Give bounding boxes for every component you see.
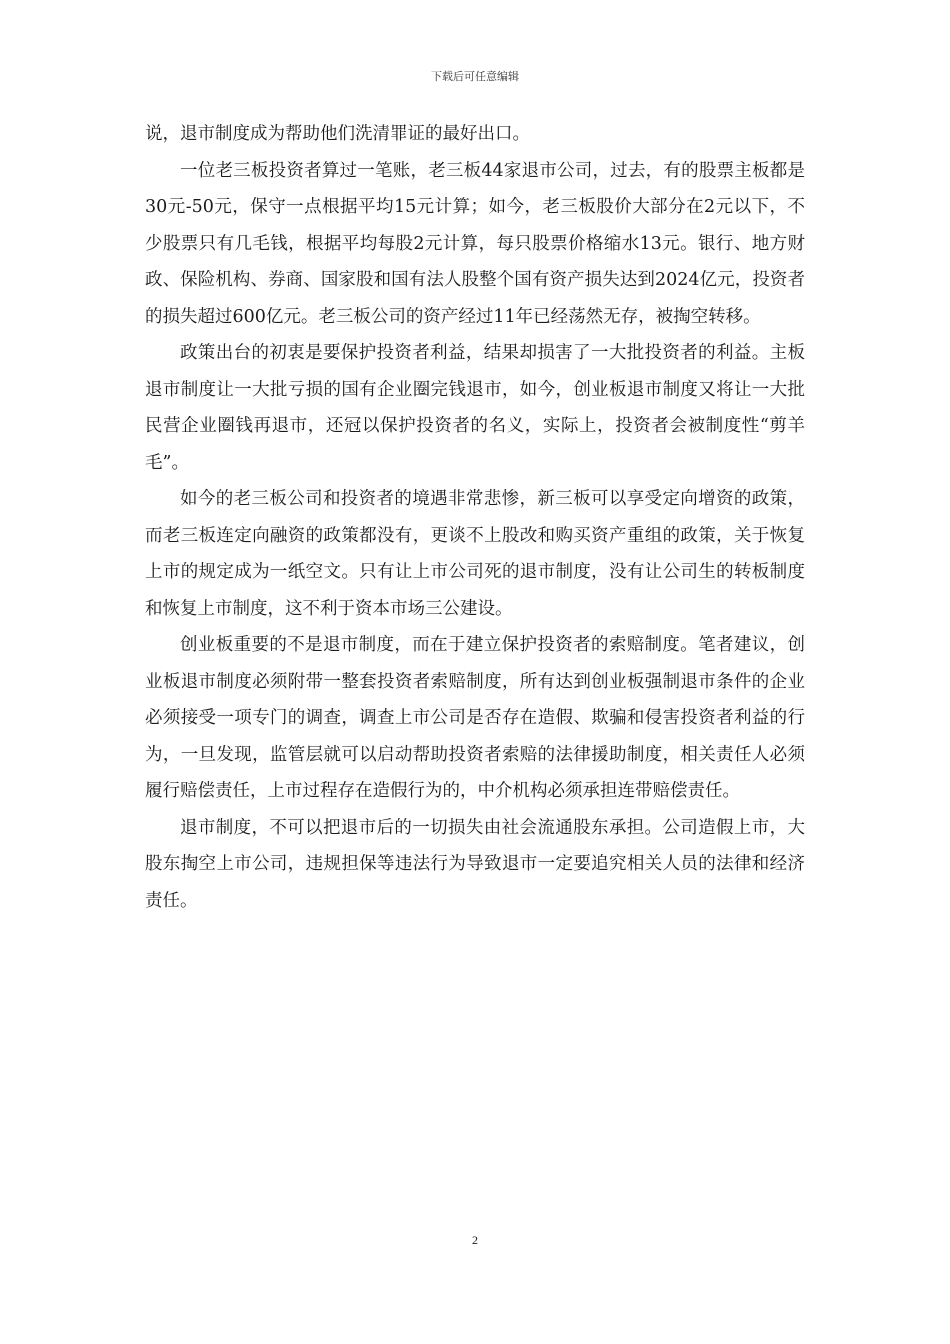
- paragraph: 创业板重要的不是退市制度，而在于建立保护投资者的索赔制度。笔者建议，创业板退市制度必须附带一整套投资者索赔制度，所有达到创业板强制退市条件的企业必须接受一项专门的调查，调查上市公司是否存在造假、欺骗和侵害投资者利益的行为，一旦发现，监管层就可以启动帮助投资者索赔的法律援助制度，相关责任人必须履行赔偿责任，上市过程存在造假行为的，中介机构必须承担连带赔偿责任。: [145, 635, 805, 801]
- document-body: [145, 116, 805, 919]
- paragraph: 一位老三板投资者算过一笔账，老三板44家退市公司，过去，有的股票主板都是30元-50元，保守一点根据平均15元计算；如今，老三板股价大部分在2元以下，不少股票只有几毛钱，根据平均每股2元计算，每只股票价格缩水13元。银行、地方财政、保险机构、券商、国家股和国有法人股整个国有资产损失达到2024亿元，投资者的损失超过600亿元。老三板公司的资产经过11年已经荡然无存，被掏空转移。: [145, 160, 805, 327]
- page-header: 下载后可任意编辑: [431, 70, 519, 83]
- paragraph: 退市制度，不可以把退市后的一切损失由社会流通股东承担。公司造假上市，大股东掏空上市公司，违规担保等违法行为导致退市一定要追究相关人员的法律和经济责任。: [145, 817, 805, 911]
- paragraph: 如今的老三板公司和投资者的境遇非常悲惨，新三板可以享受定向增资的政策，而老三板连定向融资的政策都没有，更谈不上股改和购买资产重组的政策，关于恢复上市的规定成为一纸空文。只有让上市公司死的退市制度，没有让公司生的转板制度和恢复上市制度，这不利于资本市场三公建设。: [145, 489, 805, 619]
- paragraph: 说，退市制度成为帮助他们洗清罪证的最好出口。: [145, 124, 530, 144]
- page-number: 2: [472, 1233, 478, 1247]
- paragraph: 政策出台的初衷是要保护投资者利益，结果却损害了一大批投资者的利益。主板退市制度让一大批亏损的国有企业圈完钱退市，如今，创业板退市制度又将让一大批民营企业圈钱再退市，还冠以保护投资者的名义，实际上，投资者会被制度性“剪羊毛”。: [145, 343, 805, 473]
